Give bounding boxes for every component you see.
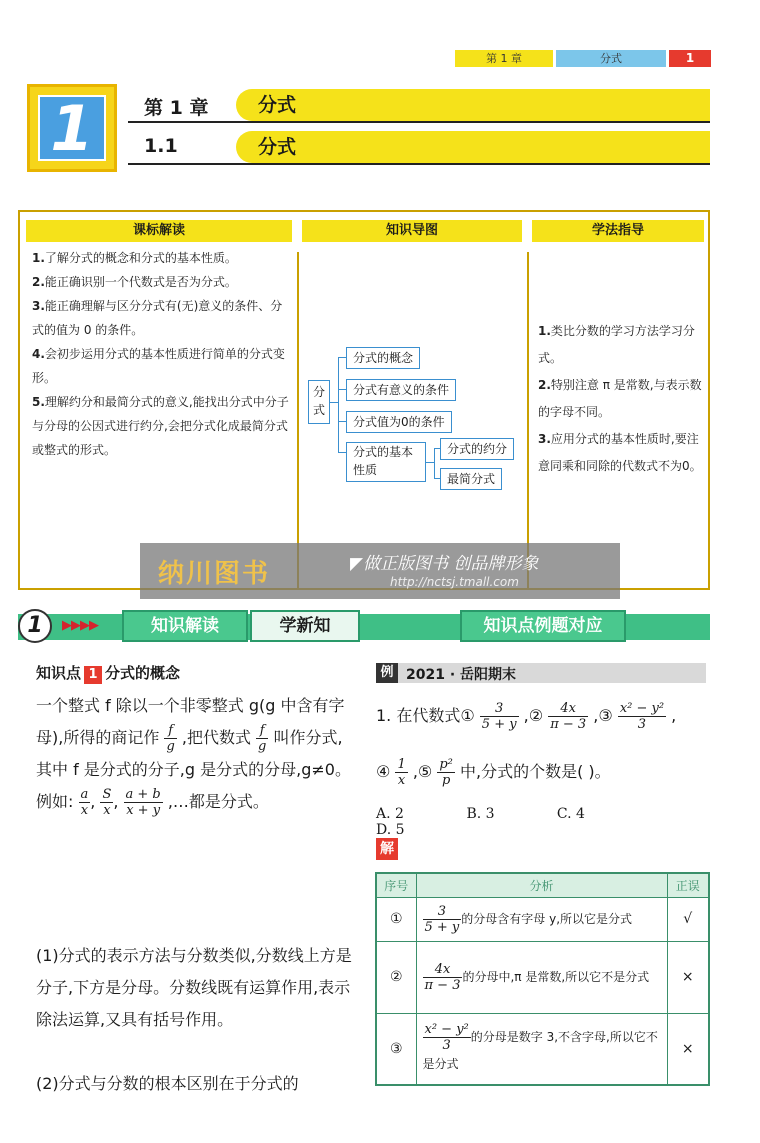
- example-header: [376, 663, 706, 683]
- row-mark: ×: [667, 1013, 709, 1085]
- mindmap-branch: 分式的基本性质: [346, 442, 426, 482]
- example-source: 2021 · 岳阳期末: [406, 667, 517, 683]
- tab-examples: 知识点例题对应: [460, 610, 626, 642]
- list-item: 1.类比分数的学习方法学习分式。: [538, 324, 695, 365]
- section-title-row: [128, 131, 710, 165]
- column-header: 正误: [667, 873, 709, 897]
- section-number: 1: [18, 609, 52, 643]
- text-segment: 一个整式 f 除以一个非零整式 g(g 中含有字母),所得的商记作: [36, 696, 345, 747]
- objectives-list: [32, 246, 290, 462]
- question-line-1: [376, 696, 716, 736]
- mindmap-root: 分式: [308, 380, 330, 424]
- table-header-row: [376, 873, 709, 897]
- expression-3: $\frac{\text{x² − y²}}{3}$: [619, 701, 665, 732]
- mindmap-connector: [338, 452, 346, 453]
- table-row: [376, 941, 709, 1013]
- mindmap-connector: [338, 389, 346, 390]
- fraction-apb-over-xpy: $\frac{a + b}{x + y}$: [125, 787, 161, 818]
- chapter-title-row: [128, 89, 710, 123]
- column-header: 序号: [376, 873, 416, 897]
- running-header-chapter: 第 1 章: [455, 50, 553, 67]
- analysis-text: 的分母是数字 3,不含字母,所以它不是分式: [422, 1030, 658, 1072]
- expression-5: $\frac{\text{p²}}{p}$: [439, 757, 453, 788]
- list-item: 3.能正确理解与区分分式有(无)意义的条件、分式的值为 0 的条件。: [32, 299, 283, 337]
- watermark-banner: [140, 543, 620, 599]
- fraction-a-over-x: $\frac{a}{x}$: [80, 787, 89, 818]
- text-segment: ,③: [593, 706, 613, 725]
- overview-head-objectives: 课标解读: [26, 220, 292, 242]
- table-row: [376, 1013, 709, 1085]
- chapter-number-badge: [27, 84, 117, 172]
- list-item: 2.能正确识别一个代数式是否为分式。: [32, 275, 237, 289]
- fraction-f-over-g: $\frac{f}{g}$: [258, 723, 267, 754]
- watermark-logo: 纳川图书: [158, 559, 271, 589]
- text-segment: ,: [671, 706, 677, 725]
- knowledge-point-number: 1: [84, 666, 102, 684]
- knowledge-point-title: [36, 662, 180, 684]
- fraction-f-over-g: $\frac{f}{g}$: [166, 723, 175, 754]
- overview-head-mindmap: 知识导图: [302, 220, 522, 242]
- choice-b: B. 3: [466, 806, 495, 822]
- choice-a: A. 2: [376, 806, 404, 822]
- expression-4: $\frac{1}{x}$: [397, 757, 406, 788]
- note-paragraph: (2)分式与分数的根本区别在于分式的: [36, 1074, 299, 1093]
- list-item: 4.会初步运用分式的基本性质进行简单的分式变形。: [32, 347, 285, 385]
- choice-d: D. 5: [376, 822, 405, 838]
- row-analysis: [416, 897, 667, 941]
- table-row: [376, 897, 709, 941]
- guidance-list: [538, 318, 706, 480]
- example-tag: 例: [376, 663, 398, 683]
- mindmap-connector: [338, 357, 346, 358]
- tab-knowledge-reading: 知识解读: [122, 610, 248, 642]
- section-label: 1.1: [144, 135, 178, 157]
- row-mark: ×: [667, 941, 709, 1013]
- column-divider: [527, 252, 529, 588]
- mindmap-branch: 分式有意义的条件: [346, 379, 456, 401]
- analysis-text: 的分母中,π 是常数,所以它不是分式: [462, 969, 650, 984]
- text-segment: 1. 在代数式①: [376, 706, 475, 725]
- running-header-section: 分式: [556, 50, 666, 67]
- section-title: 分式: [236, 131, 710, 163]
- mindmap-connector: [426, 462, 434, 463]
- row-number: ②: [376, 941, 416, 1013]
- knowledge-point-heading: 分式的概念: [105, 664, 181, 682]
- text-segment: ,②: [523, 706, 544, 725]
- mindmap-connector: [330, 402, 338, 403]
- expression-2: $\frac{4x}{\pi - 3}$: [424, 961, 461, 993]
- row-number: ③: [376, 1013, 416, 1085]
- list-item: 2.特别注意 π 是常数,与表示数的字母不同。: [538, 378, 702, 419]
- choice-c: C. 4: [556, 806, 585, 822]
- answer-choices: [376, 806, 706, 838]
- row-number: ①: [376, 897, 416, 941]
- arrow-icons: ▶▶▶▶: [62, 618, 98, 633]
- expression-2: $\frac{4x}{\pi - 3}$: [550, 701, 587, 732]
- row-analysis: [416, 1013, 667, 1085]
- question-line-2: [376, 752, 716, 792]
- chapter-title: 分式: [236, 89, 710, 121]
- expression-1: $\frac{3}{5 + y}$: [481, 701, 517, 732]
- text-segment: ,把代数式: [181, 728, 251, 747]
- column-header: 分析: [416, 873, 667, 897]
- list-item: 3.应用分式的基本性质时,要注意同乘和同除的代数式不为0。: [538, 432, 702, 473]
- text-segment: ,⑤: [412, 762, 433, 781]
- tab-learn-new: 学新知: [250, 610, 360, 642]
- mindmap-sub-branch: 分式的约分: [440, 438, 514, 460]
- column-divider: [297, 252, 299, 588]
- overview-box: [18, 210, 710, 590]
- watermark-url: http://nctsj.tmall.com: [390, 575, 519, 589]
- analysis-text: 的分母含有字母 y,所以它是分式: [461, 911, 633, 926]
- list-item: 5.理解约分和最简分式的意义,能找出分式中分子与分母的公因式进行约分,会把分式化成最简分式或整式的形式。: [32, 395, 289, 457]
- mindmap-branch: 分式的概念: [346, 347, 420, 369]
- solution-tag: 解: [376, 838, 398, 860]
- row-analysis: [416, 941, 667, 1013]
- page-number: 1: [669, 50, 711, 67]
- expression-1: $\frac{3}{5 + y}$: [424, 903, 460, 935]
- mindmap-connector: [338, 357, 339, 452]
- list-item: 1.了解分式的概念和分式的基本性质。: [32, 251, 237, 265]
- analysis-table: [375, 872, 710, 1086]
- mindmap-connector: [338, 421, 346, 422]
- chapter-big-number: 1: [38, 95, 106, 161]
- text-segment: ,…都是分式。: [167, 792, 269, 811]
- fraction-s-over-x: $\frac{S}{x}$: [102, 787, 112, 818]
- row-mark: √: [667, 897, 709, 941]
- text-segment: 叫作分式,其中 f 是分式的分子,g 是分式的分母,g≠0。例如:: [36, 728, 351, 811]
- watermark-slogan: ◤做正版图书 创品牌形象: [350, 554, 539, 574]
- note-paragraph: (1)分式的表示方法与分数类似,分数线上方是分子,下方是分母。分数线既有运算作用,表示除法运算,又具有括号作用。: [36, 946, 352, 1029]
- expression-3: $\frac{\text{x² − y²}}{3}$: [424, 1022, 469, 1054]
- mindmap-connector: [434, 448, 435, 478]
- mindmap-branch: 分式值为0的条件: [346, 411, 452, 433]
- overview-head-guidance: 学法指导: [532, 220, 704, 242]
- knowledge-point-label: 知识点: [36, 664, 82, 682]
- chapter-label: 第 1 章: [144, 97, 209, 119]
- text-segment: 中,分式的个数是( )。: [459, 762, 611, 781]
- mindmap-sub-branch: 最简分式: [440, 468, 502, 490]
- definition-paragraph: 一个整式 f 除以一个非零整式 g(g 中含有字母),所得的商记作 $\frac{f}{g}$ ,把代数式 $\frac{f}{g}$ 叫作分式,其中 f 是分式的分子,g 是分式的分母,g≠0。例如: $\frac{a}{x}$ , $\frac{S}{x}$ , $\frac{a + b}{x + y}$ ,…都是分式。: [36, 696, 351, 818]
- text-segment: ④: [376, 762, 391, 781]
